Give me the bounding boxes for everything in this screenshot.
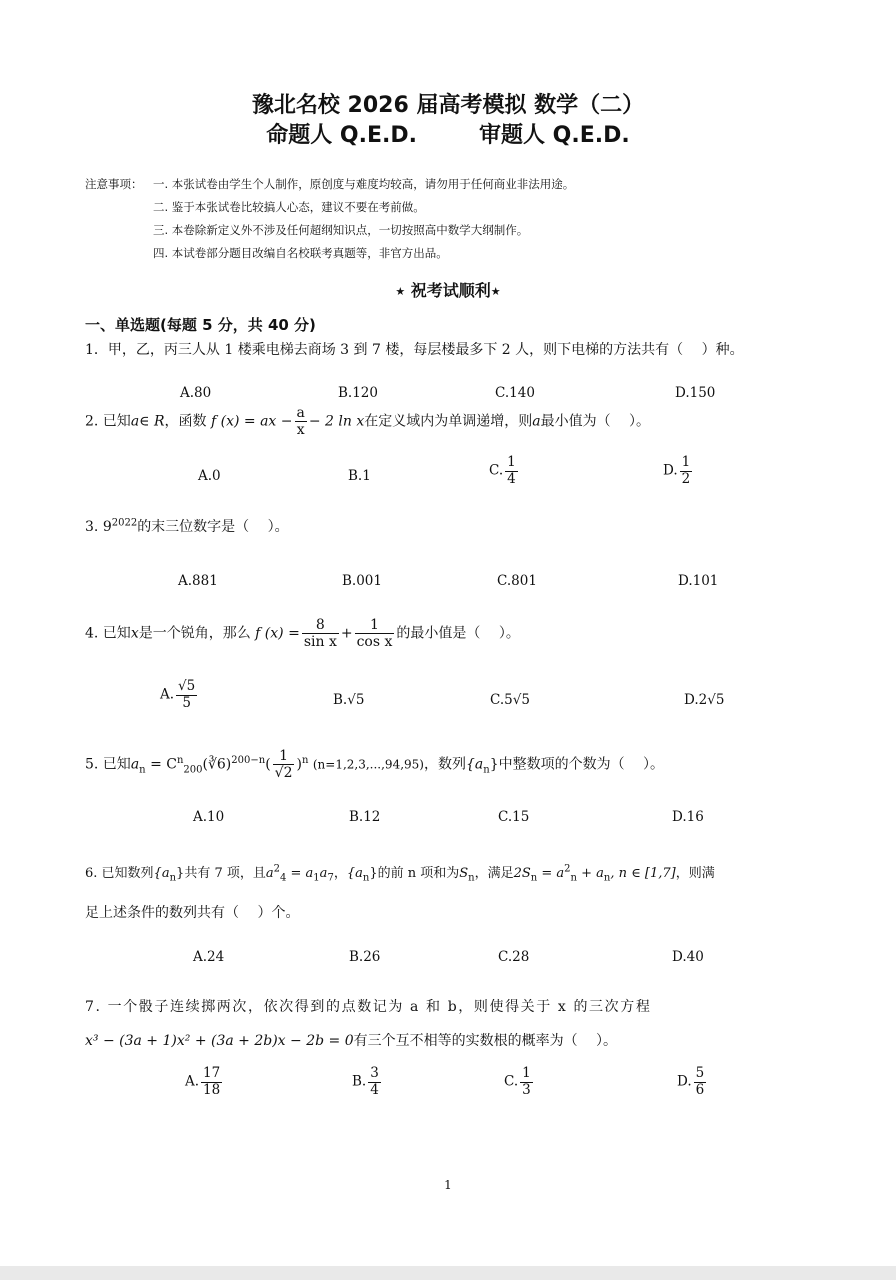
q5-option-b: B.12 <box>349 809 381 825</box>
q4-option-c: C.5√5 <box>490 692 530 708</box>
q6-option-c: C.28 <box>498 949 530 965</box>
q7-option-d: D. $\frac{5}{6}$ <box>677 1065 705 1098</box>
notice-item-3: 三. 本卷除新定义外不涉及任何超纲知识点，一切按照高中数学大纲制作。 <box>153 223 529 237</box>
question-7-line-1: 7. 一个骰子连续掷两次，依次得到的点数记为 a 和 b，则使得关于 x 的三次方程 <box>85 999 652 1015</box>
question-3: 3. $9^{2022}$的末三位数字是（ ）。 <box>85 517 289 535</box>
q4-option-a: A. $\frac{√5}{5}$ <box>160 678 196 711</box>
q1-option-a: A.80 <box>180 385 212 401</box>
q4-option-d: D.2√5 <box>684 692 725 708</box>
q4-option-b: B.√5 <box>333 692 365 708</box>
page-number: 1 <box>444 1178 452 1192</box>
question-7-line-2: x³ − (3a + 1)x² + (3a + 2b)x − 2b = 0有三个互不相等的实数根的概率为（ ）。 <box>85 1033 618 1049</box>
q2-option-b: B.1 <box>348 468 371 484</box>
star-icon: ★ <box>395 285 406 298</box>
notice-item-1: 一. 本张试卷由学生个人制作，原创度与难度均较高，请勿用于任何商业非法用途。 <box>153 177 575 191</box>
q6-option-b: B.26 <box>349 949 381 965</box>
q2-option-a: A.0 <box>198 468 221 484</box>
question-4: 4. 已知x是一个锐角，那么 f (x) = $\frac{8}{\text{sin x}}$ + $\frac{1}{\text{cos x}}$ 的最小值是（ ）。 <box>85 617 520 651</box>
q3-option-c: C.801 <box>497 573 537 589</box>
q2-option-c: C. $\frac{1}{4}$ <box>489 454 516 487</box>
bottom-edge <box>0 1266 896 1280</box>
question-5: 5. 已知$a_n$ = $C^n_{200}(∛6)^{200-n}$( $\frac{1}{√2}$ )$^n$ (n=1,2,3,...,94,95)，数列$\{a_n\}$中整数项的个数为（ ）。 <box>85 748 665 782</box>
blessing-text: 祝考试顺利 <box>410 281 491 300</box>
exam-title: 豫北名校 2026 届高考模拟 数学（二） <box>251 93 645 118</box>
q1-option-b: B.120 <box>338 385 378 401</box>
q2-fraction: $\frac{a}{x}$ <box>296 405 305 439</box>
q1-option-c: C.140 <box>495 385 535 401</box>
question-6-line-2: 足上述条件的数列共有（ ）个。 <box>85 905 300 921</box>
reviewer-label: 审题人 Q.E.D. <box>479 123 630 148</box>
q3-option-d: D.101 <box>678 573 719 589</box>
q3-option-a: A.881 <box>178 573 218 589</box>
q5-option-a: A.10 <box>193 809 225 825</box>
q5-option-d: D.16 <box>672 809 704 825</box>
question-1: 1．甲，乙，丙三人从 1 楼乘电梯去商场 3 到 7 楼，每层楼最多下 2 人，则下电梯的方法共有（ ）种。 <box>85 342 744 358</box>
q5-option-c: C.15 <box>498 809 530 825</box>
blessing <box>0 278 896 301</box>
notice-item-2: 二. 鉴于本张试卷比较搞人心态，建议不要在考前做。 <box>153 200 425 214</box>
q6-option-d: D.40 <box>672 949 704 965</box>
q6-option-a: A.24 <box>193 949 225 965</box>
notice-item-4: 四. 本试卷部分题目改编自名校联考真题等，非官方出品。 <box>153 246 448 260</box>
question-6-line-1: 6. 已知数列$\{a_n\}$共有 7 项，且$a^2_4 = a_1a_7$，$\{a_n\}$的前 n 项和为$S_n$，满足$2S_n = a^2_n + a_n$, n ∈ [1,7]，则满 <box>85 863 715 884</box>
q3-option-b: B.001 <box>342 573 382 589</box>
q7-option-c: C. $\frac{1}{3}$ <box>504 1065 531 1098</box>
q7-option-a: A. $\frac{17}{18}$ <box>185 1065 221 1098</box>
section-heading: 一、单选题(每题 5 分，共 40 分) <box>85 316 316 334</box>
exam-authors <box>0 118 896 149</box>
question-2: 2. 已知a∈ R，函数 f (x) = ax − $\frac{a}{x}$ − 2 ln x在定义域内为单调递增，则a最小值为（ ）。 <box>85 405 651 439</box>
q7-option-b: B. $\frac{3}{4}$ <box>352 1065 379 1098</box>
notice-label: 注意事项： <box>85 177 143 191</box>
setter-label: 命题人 Q.E.D. <box>266 123 417 148</box>
q2-option-d: D. $\frac{1}{2}$ <box>663 454 691 487</box>
q1-option-d: D.150 <box>675 385 716 401</box>
star-icon: ★ <box>490 285 501 298</box>
